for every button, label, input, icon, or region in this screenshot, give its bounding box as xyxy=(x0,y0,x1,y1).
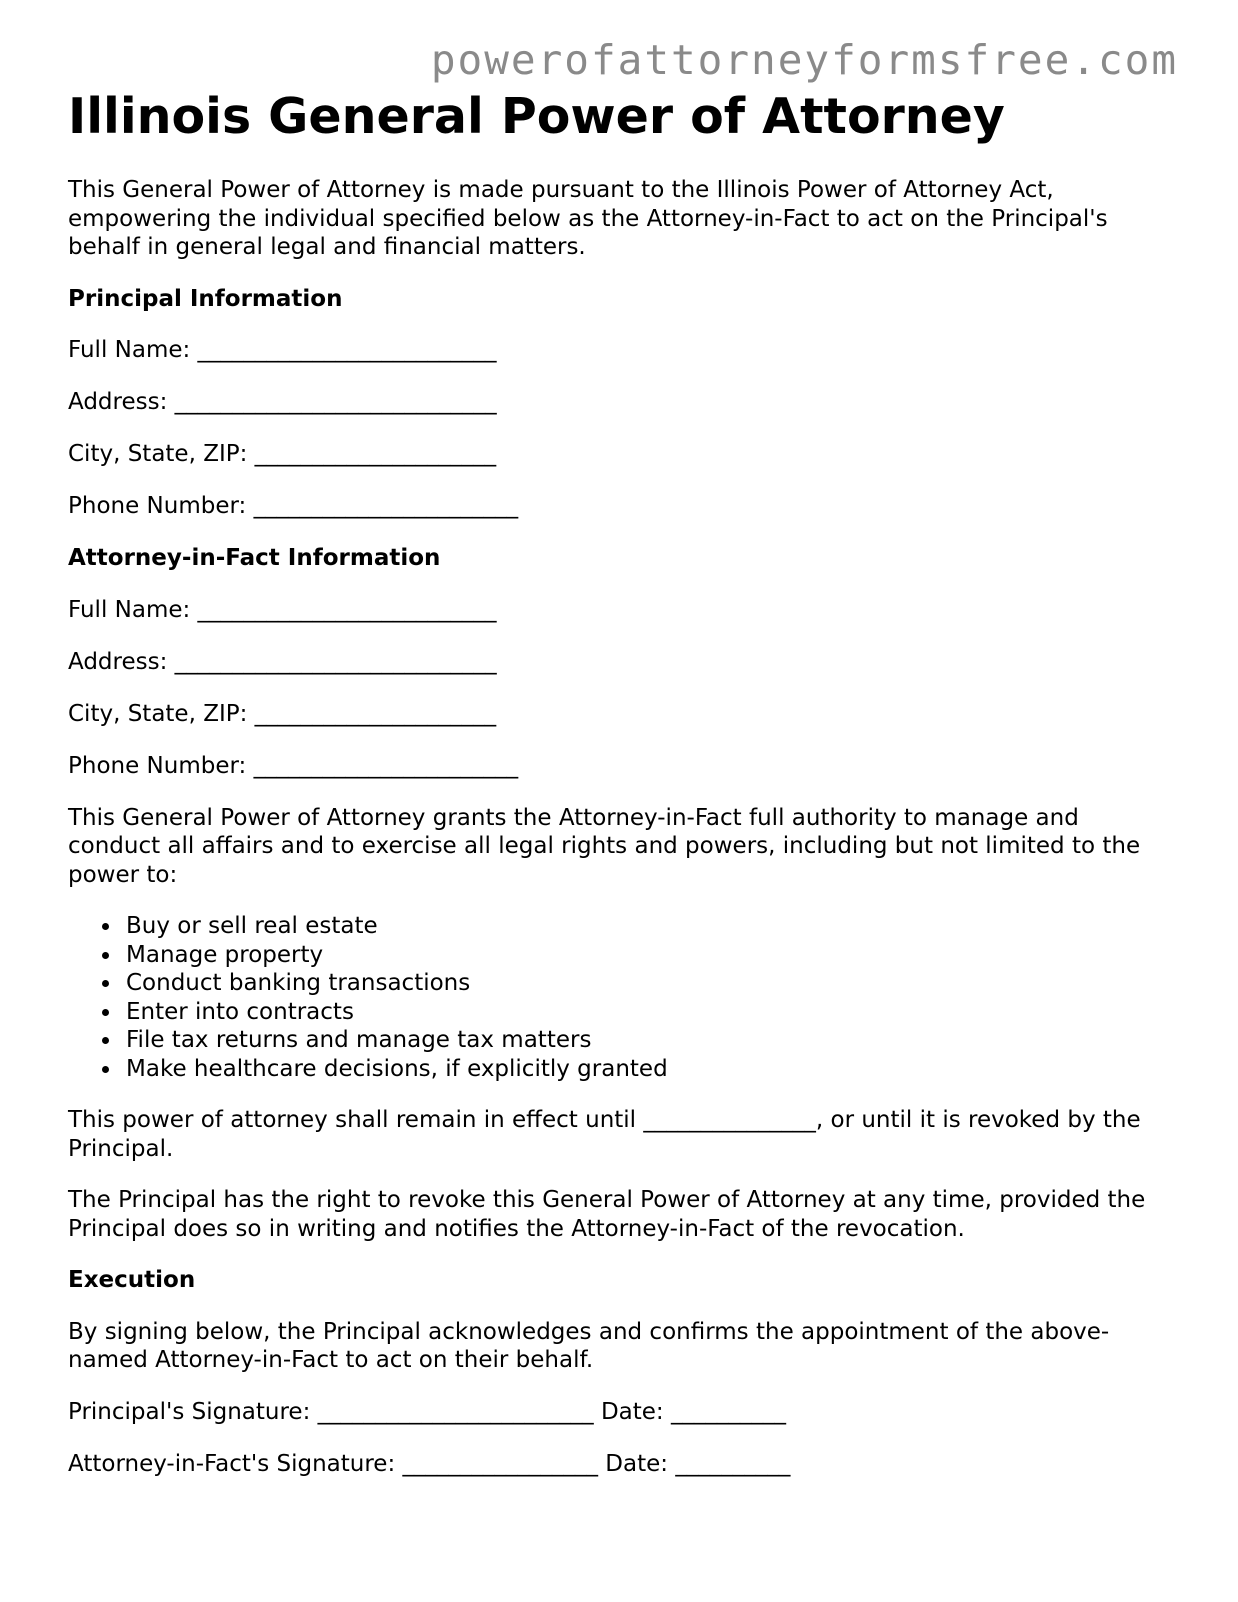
principal-city-state-zip-field: City, State, ZIP: _____________________ xyxy=(68,441,497,467)
revocation-paragraph: The Principal has the right to revoke this General Power of Attorney at any time, provided the Principal does so in writing and notifies the Attorney-in-Fact of the revocation. xyxy=(68,1187,1146,1242)
list-item: Enter into contracts xyxy=(126,998,1178,1027)
duration-paragraph: This power of attorney shall remain in effect until _______________, or until it is revoked by the Principal. xyxy=(68,1107,1141,1162)
intro-paragraph: This General Power of Attorney is made pursuant to the Illinois Power of Attorney Act, empowering the individual specified below as the Attorney-in-Fact to act on the Principal's behalf in general legal and financial matters. xyxy=(68,177,1108,260)
attorney-address-field: Address: ____________________________ xyxy=(68,648,497,675)
principal-address-field: Address: ____________________________ xyxy=(68,389,497,415)
grant-paragraph: This General Power of Attorney grants the Attorney-in-Fact full authority to manage and conduct all affairs and to exercise all legal rights and powers, including but not limited to the power to: xyxy=(68,804,1141,888)
attorney-phone-field: Phone Number: _______________________ xyxy=(68,752,519,779)
powers-list xyxy=(68,912,1178,1083)
watermark-site-name: powerofattorneyformsfree.com xyxy=(430,36,1178,84)
principal-signature-line: Principal's Signature: ________________________ Date: __________ xyxy=(68,1398,786,1425)
principal-full-name-field: Full Name: __________________________ xyxy=(68,337,497,363)
list-item: Make healthcare decisions, if explicitly granted xyxy=(126,1055,1178,1084)
attorney-signature-line: Attorney-in-Fact's Signature: _________________ Date: __________ xyxy=(68,1450,791,1477)
principal-heading: Principal Information xyxy=(68,285,343,312)
execution-paragraph: By signing below, the Principal acknowledges and confirms the appointment of the above-named Attorney-in-Fact to act on their behalf. xyxy=(68,1318,1110,1373)
execution-heading: Execution xyxy=(68,1267,196,1293)
document-body xyxy=(68,176,1178,1502)
list-item: Buy or sell real estate xyxy=(126,912,1178,941)
attorney-full-name-field: Full Name: __________________________ xyxy=(68,596,497,623)
attorney-heading: Attorney-in-Fact Information xyxy=(68,545,441,571)
attorney-city-state-zip-field: City, State, ZIP: _____________________ xyxy=(68,700,497,727)
principal-phone-field: Phone Number: _______________________ xyxy=(68,493,519,519)
list-item: File tax returns and manage tax matters xyxy=(126,1026,1178,1055)
list-item: Manage property xyxy=(126,941,1178,970)
document-title: Illinois General Power of Attorney xyxy=(68,88,1005,145)
list-item: Conduct banking transactions xyxy=(126,969,1178,998)
